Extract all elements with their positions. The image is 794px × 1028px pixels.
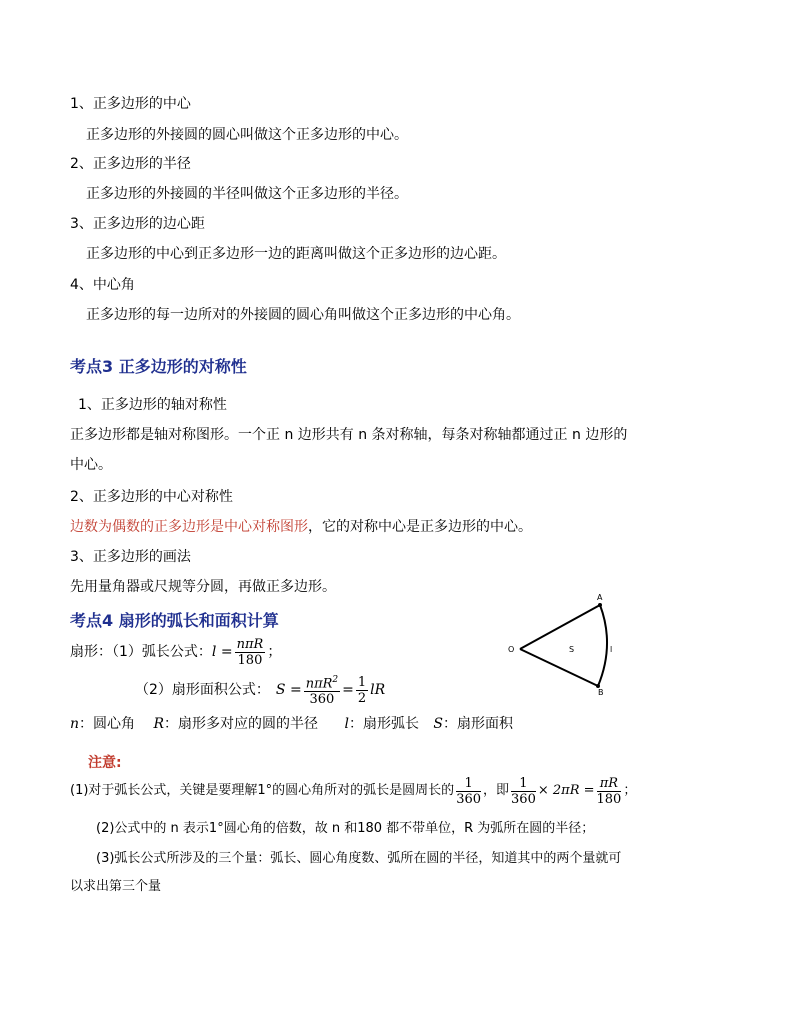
note-1-frac-2-den: 360 xyxy=(511,791,536,807)
note-1-frac-2 xyxy=(511,776,536,807)
note-label: 注意: xyxy=(88,755,122,771)
label-B: B xyxy=(598,688,604,697)
note-1-pre: (1)对于弧长公式，关键是要理解1°的圆心角所对的弧长是圆周长的 xyxy=(70,783,455,798)
label-l: l xyxy=(610,645,613,654)
item-2-title: 2、正多边形的半径 xyxy=(70,156,191,172)
area-fraction-2 xyxy=(356,675,368,706)
area-fraction-1 xyxy=(304,673,340,707)
arc-prefix: 扇形：（1）弧长公式： xyxy=(70,644,212,660)
item-4-desc: 正多边形的每一边所对的外接圆的圆心角叫做这个正多边形的中心角。 xyxy=(86,307,520,323)
sector-diagram xyxy=(500,590,630,700)
area-lhs: S = xyxy=(275,682,302,698)
item-2-desc: 正多边形的外接圆的半径叫做这个正多边形的半径。 xyxy=(86,186,408,202)
k3-p2-highlight: 边数为偶数的正多边形是中心对称图形 xyxy=(70,519,308,535)
formula-legend xyxy=(70,715,513,733)
legend-R-symbol: R xyxy=(153,716,165,732)
note-1-frac-1 xyxy=(456,776,481,807)
arc-fraction xyxy=(235,637,266,668)
area-eq: = xyxy=(342,682,354,698)
note-1-mid: ，即 xyxy=(483,783,510,798)
item-4-title: 4、中心角 xyxy=(70,277,135,293)
legend-S-text: ：扇形面积 xyxy=(443,716,514,732)
k3-p3-text: 先用量角器或尺规等分圆，再做正多边形。 xyxy=(70,579,336,595)
k3-p2-text xyxy=(70,518,532,536)
area-num: nπR$^2$ xyxy=(305,674,339,692)
label-O: O xyxy=(508,645,515,654)
arc-end: ； xyxy=(267,644,282,660)
section-heading-k3: 考点3 正多边形的对称性 xyxy=(70,357,247,376)
item-3-title: 3、正多边形的边心距 xyxy=(70,216,205,232)
area-den: 360 xyxy=(309,692,335,708)
area-den2: 2 xyxy=(357,690,367,706)
area-rhs: lR xyxy=(370,682,386,698)
note-2: (2)公式中的 n 表示1°圆心角的倍数，故 n 和180 都不带单位，R 为弧所在圆的半径； xyxy=(96,821,595,836)
radius-OA xyxy=(520,605,600,649)
legend-n-text: ：圆心角 xyxy=(79,716,136,732)
note-3-line1: (3)弧长公式所涉及的三个量：弧长、圆心角度数、弧所在圆的半径，知道其中的两个量就可 xyxy=(96,851,622,866)
legend-n-symbol: n xyxy=(70,716,80,732)
item-3-desc: 正多边形的中心到正多边形一边的距离叫做这个正多边形的边心距。 xyxy=(86,246,506,262)
arc-num: nπR xyxy=(236,636,264,652)
legend-l-text: ：扇形弧长 xyxy=(348,716,419,732)
point-A xyxy=(598,603,602,607)
note-1-times: × 2πR = xyxy=(537,783,595,798)
note-1-frac-1-den: 360 xyxy=(456,791,482,807)
k3-p2-rest: ，它的对称中心是正多边形的中心。 xyxy=(308,519,532,535)
arc-length-formula xyxy=(70,634,281,670)
area-num2: 1 xyxy=(357,674,367,690)
sector-area-formula xyxy=(135,671,385,709)
item-1-desc: 正多边形的外接圆的圆心叫做这个正多边形的中心。 xyxy=(86,127,408,143)
item-1-title: 1、正多边形的中心 xyxy=(70,96,191,112)
k3-p1-line1: 正多边形都是轴对称图形。一个正 n 边形共有 n 条对称轴，每条对称轴都通过正 n 边形的 xyxy=(70,427,628,443)
note-1-frac-2-num: 1 xyxy=(511,776,536,792)
note-3-line2: 以求出第三个量 xyxy=(70,879,162,894)
arc-lhs: l = xyxy=(211,644,233,660)
legend-l-symbol: l xyxy=(344,716,349,732)
k3-p2-title: 2、正多边形的中心对称性 xyxy=(70,489,233,505)
arc-den: 180 xyxy=(237,652,263,668)
label-S: S xyxy=(569,645,575,654)
note-1-end: ； xyxy=(623,783,637,798)
note-1-frac-3-num: πR xyxy=(597,776,622,792)
area-prefix: （2）扇形面积公式： xyxy=(135,682,270,698)
note-1-frac-3 xyxy=(597,776,622,807)
arc-AB xyxy=(598,605,607,686)
note-1-frac-1-num: 1 xyxy=(456,776,481,792)
k3-p1-title: 1、正多边形的轴对称性 xyxy=(78,397,227,413)
k3-p3-title: 3、正多边形的画法 xyxy=(70,549,191,565)
label-A: A xyxy=(597,593,603,602)
legend-S-symbol: S xyxy=(433,716,444,732)
radius-OB xyxy=(520,649,598,686)
note-1-frac-3-den: 180 xyxy=(596,791,622,807)
k3-p1-line2: 中心。 xyxy=(70,457,112,473)
section-heading-k4: 考点4 扇形的弧长和面积计算 xyxy=(70,611,279,630)
legend-R-text: ：扇形多对应的圆的半径 xyxy=(164,716,319,732)
note-1 xyxy=(70,772,636,810)
